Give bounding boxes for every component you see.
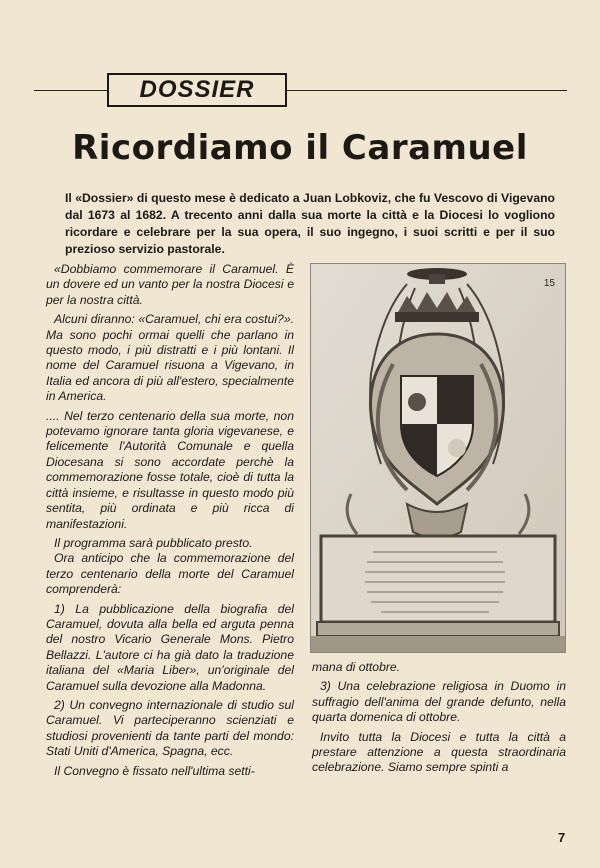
page-number: 7 [558,830,566,845]
plate-number: 15 [543,278,555,289]
paragraph: .... Nel terzo centenario della sua morte, non potevamo ignorare tanta gloria vigevanese, e felicemente l'Autorità Comunale e quella Diocesana si sono accordate perchè la commemorazione fosse totale, cioè di tutta la città insieme, e risultasse in questo modo più sentita, più ordinata e più ricca di manifestazioni. [46,408,294,531]
paragraph: 3) Una celebrazione religiosa in Duomo in suffragio dell'anima del grande defunto, nella quarta domenica di ottobre. [312,679,566,725]
paragraph: 1) La pubblicazione della biografia del Caramuel, dovuta alla bella ed arguta penna del nostro Vicario Generale Mons. Pietro Bellazzi. L'autore ci ha già dato la traduzione italiana del «Maria Liber», un'originale del Caramuel sulla devozione alla Madonna. [46,601,294,693]
paragraph: Alcuni diranno: «Caramuel, chi era costui?». Ma sono pochi ormai quelli che parlano in questo modo, i più distratti e i più lontani. Il nome del Caramuel risuona a Vigevano, in Italia ed ancora di più all'estero, specialmente in America. [46,312,294,404]
header-rule-left [34,90,107,91]
left-column [46,262,294,783]
paragraph: Il programma sarà pubblicato presto. [54,535,253,550]
paragraph: Il Convegno è fissato nell'ultima setti- [54,763,255,778]
header-rule-right [287,90,567,91]
right-column [312,660,566,780]
section-label: DOSSIER [107,73,287,107]
article-title: Ricordiamo il Caramuel [72,128,528,168]
paragraph: 2) Un convegno internazionale di studio sul Caramuel. Vi parteciperanno scienziati e studiosi provenienti da tante parti del mondo: Stati Uniti d'America, Spagna, ecc. [46,697,294,759]
paragraph: mana di ottobre. [312,660,401,674]
coat-of-arms-icon [311,264,565,652]
paragraph: Invito tutta la Diocesi e tutta la città a prestare attenzione a questa straordinaria celebrazione. Siamo sempre spinti a [312,729,566,775]
coat-of-arms-photo [310,263,566,653]
paragraph: Ora anticipo che la commemorazione del terzo centenario della morte del Caramuel comprenderà: [46,551,294,597]
article-intro: Il «Dossier» di questo mese è dedicato a Juan Lobkoviz, che fu Vescovo di Vigevano dal 1673 al 1682. A trecento anni dalla sua morte la città e la Diocesi lo vogliono ricordare e celebrare per la sua opera, il suo ingegno, i suoi scritti e per il suo prezioso servizio pastorale. [65,191,555,256]
paragraph: «Dobbiamo commemorare il Caramuel. È un dovere ed un vanto per la nostra Diocesi e per la nostra città. [46,262,294,307]
